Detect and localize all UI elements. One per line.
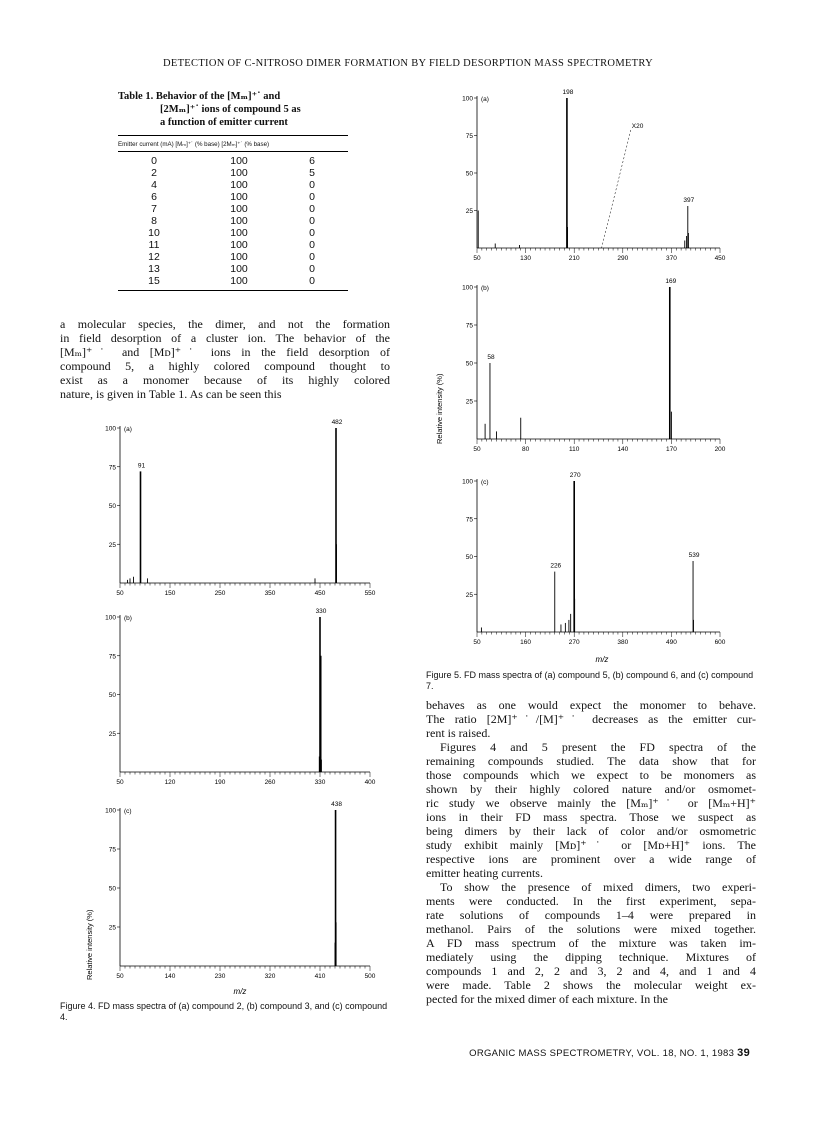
panel-label: (a)	[124, 426, 132, 433]
table-cell: 100	[230, 179, 248, 191]
table-cell: 100	[230, 155, 248, 167]
text-line: in field desorption of a cluster ion. The behavior of the	[60, 331, 390, 345]
y-tick-label: 75	[108, 846, 116, 854]
text-line: ric study we observe mainly the [Mₘ]⁺˙ or [Mₘ+H]⁺	[426, 796, 756, 810]
x-tick-label: 350	[264, 590, 276, 597]
x-tick-label: 130	[520, 255, 532, 262]
peak-label: 198	[562, 89, 574, 96]
y-tick-label: 25	[465, 591, 473, 599]
table-row	[118, 263, 348, 275]
x-tick-label: 290	[617, 255, 629, 262]
y-tick-label: 50	[465, 170, 473, 178]
text-line: exist as a monomer because of its highly colored	[60, 373, 390, 387]
peak-label: 482	[331, 419, 343, 426]
table-cell: 0	[309, 251, 315, 263]
y-tick-label: 100	[462, 478, 473, 486]
x20-annotation: X20	[631, 123, 644, 130]
x-tick-label: 170	[665, 446, 677, 453]
right-paragraph	[426, 698, 756, 1006]
figure-5	[430, 84, 760, 669]
table-cell: 0	[309, 239, 315, 251]
x-tick-label: 50	[116, 973, 124, 980]
x-tick-label: 370	[665, 255, 677, 262]
x-tick-label: 230	[214, 973, 226, 980]
table-cell: 6	[309, 155, 315, 167]
figure-4-caption: Figure 4. FD mass spectra of (a) compound 2, (b) compound 3, and (c) compound 4.	[60, 1001, 388, 1022]
fig5-panel-b	[462, 278, 726, 453]
y-tick-label: 75	[108, 653, 116, 661]
table-1	[118, 135, 348, 291]
peak-label: 91	[137, 462, 146, 470]
peak-label: 270	[569, 472, 581, 479]
table-header: Emitter current (mA) [Mₘ]⁺˙ (% base) [2Mₘ]⁺˙ (% base)	[118, 141, 270, 148]
table-cell: 10	[148, 227, 160, 239]
text-line: ments were conducted. In the first experiment, sepa-	[426, 894, 756, 908]
table-rule-top	[118, 135, 348, 136]
x-tick-label: 110	[569, 446, 580, 453]
x-tick-label: 50	[473, 255, 481, 262]
page-footer	[440, 1047, 750, 1059]
x-tick-label: 450	[314, 590, 326, 597]
fig5-xlabel: m/z	[595, 655, 609, 664]
table-cell: 100	[230, 191, 248, 203]
fig4-panel-b	[105, 608, 376, 786]
y-tick-label: 75	[465, 516, 473, 524]
table-cell: 100	[230, 167, 248, 179]
fig5-ylabel: Relative intensity (%)	[435, 373, 444, 444]
table-row	[118, 251, 348, 263]
peak-label: 539	[688, 552, 700, 560]
text-line: study exhibit mainly [Mᴅ]⁺˙ or [Mᴅ+H]⁺ ions. The	[426, 838, 756, 852]
x-tick-label: 410	[314, 973, 326, 980]
x-tick-label: 400	[364, 779, 376, 786]
table-cell: 5	[309, 167, 315, 179]
table-row	[118, 167, 348, 179]
y-tick-label: 50	[465, 554, 473, 561]
table-row	[118, 227, 348, 239]
y-tick-label: 25	[465, 398, 473, 406]
table-cell: 100	[230, 275, 248, 287]
table-caption-line1: Table 1. Behavior of the [Mₘ]⁺˙ and	[118, 91, 281, 102]
figure-5-caption: Figure 5. FD mass spectra of (a) compound 5, (b) compound 6, and (c) compound 7.	[426, 670, 754, 691]
text-line: [Mₘ]⁺˙ and [Mᴅ]⁺˙ ions in the field desorption of	[60, 345, 390, 359]
peak-label: 169	[665, 278, 677, 285]
peak-label: 438	[331, 801, 342, 808]
x-tick-label: 320	[264, 973, 276, 980]
x-tick-label: 210	[568, 255, 580, 262]
text-line: Figures 4 and 5 present the FD spectra of the	[440, 740, 756, 754]
running-head: DETECTION OF C-NITROSO DIMER FORMATION BY FIELD DESORPTION MASS SPECTROMETRY	[163, 58, 653, 69]
x-tick-label: 50	[116, 779, 124, 786]
text-line: methanol. Pairs of the solutions were mixed together.	[426, 922, 756, 936]
x-tick-label: 270	[568, 639, 580, 646]
y-tick-label: 100	[105, 425, 116, 433]
table-row	[118, 215, 348, 227]
peak-label: 226	[550, 562, 562, 570]
y-tick-label: 25	[108, 730, 116, 738]
fig4-panel-c	[105, 801, 376, 980]
text-line: rate solutions of compounds 1–4 were prepared in	[426, 908, 756, 922]
table-row	[118, 155, 348, 167]
table-caption	[118, 90, 348, 129]
table-cell: 0	[309, 275, 315, 287]
text-line: being dimers by their lack of color and/or osmometric	[426, 824, 756, 838]
y-tick-label: 50	[108, 503, 116, 510]
x20-dashed-line	[602, 130, 631, 248]
y-tick-label: 25	[108, 924, 116, 932]
x-tick-label: 550	[364, 590, 376, 597]
table-cell: 2	[151, 167, 157, 179]
table-cell: 100	[230, 203, 248, 215]
text-line: emitter heating currents.	[426, 866, 543, 880]
y-tick-label: 75	[465, 322, 473, 330]
table-cell: 100	[230, 227, 248, 239]
panel-label: (a)	[481, 96, 489, 103]
panel-label: (b)	[124, 615, 132, 622]
y-tick-label: 50	[465, 360, 473, 368]
panel-label: (c)	[481, 479, 489, 486]
table-row	[118, 239, 348, 251]
y-tick-label: 25	[465, 208, 473, 215]
table-cell: 100	[230, 263, 248, 275]
x-tick-label: 260	[264, 779, 276, 786]
y-tick-label: 75	[465, 133, 473, 140]
x-tick-label: 140	[617, 446, 629, 453]
x-tick-label: 50	[473, 446, 481, 453]
footer-journal: ORGANIC MASS SPECTROMETRY, VOL. 18, NO. 1, 1983	[469, 1048, 735, 1059]
table-cell: 6	[151, 191, 157, 203]
table-cell: 12	[148, 251, 160, 263]
table-cell: 4	[151, 179, 157, 191]
text-line: rent is raised.	[426, 726, 491, 740]
y-tick-label: 100	[462, 95, 473, 103]
table-rule-bottom	[118, 290, 348, 291]
table-row	[118, 179, 348, 191]
table-cell: 100	[230, 215, 248, 227]
text-line: those compounds which we expect to be monomers as	[426, 768, 756, 782]
table-body	[118, 155, 348, 287]
table-cell: 11	[148, 239, 160, 251]
x-tick-label: 250	[214, 590, 226, 597]
table-cell: 100	[230, 239, 248, 251]
table-cell: 0	[309, 179, 315, 191]
text-line: behaves as one would expect the monomer to behave.	[426, 698, 756, 712]
page-number: 39	[737, 1047, 750, 1059]
x-tick-label: 50	[116, 590, 124, 597]
table-cell: 0	[309, 191, 315, 203]
text-line: To show the presence of mixed dimers, two experi-	[440, 880, 756, 894]
table-cell: 100	[230, 251, 248, 263]
table-cell: 15	[148, 275, 160, 287]
x-tick-label: 190	[214, 779, 226, 786]
peak-label: 330	[315, 608, 327, 615]
text-line: pected for the mixed dimer of each mixture. In the	[426, 992, 668, 1006]
table-cell: 0	[309, 215, 315, 227]
table-row	[118, 203, 348, 215]
text-line: remaining compounds studied. The data show that for	[426, 754, 756, 768]
x-tick-label: 450	[714, 255, 726, 262]
text-line: were made. Table 2 shows the molecular weight ex-	[426, 978, 756, 992]
text-line: nature, is given in Table 1. As can be seen this	[60, 387, 282, 401]
peak-label: 58	[487, 354, 495, 361]
x-tick-label: 150	[164, 590, 176, 597]
text-line: respective ions are prominent over a wide range of	[426, 852, 756, 866]
x-tick-label: 600	[714, 639, 726, 646]
figure-4	[80, 410, 400, 1000]
table-rule-mid	[118, 151, 348, 152]
text-line: shown by their highly colored nature and/or osmomet-	[426, 782, 756, 796]
fig4-ylabel: Relative intensity (%)	[85, 909, 94, 980]
table-cell: 0	[309, 227, 315, 239]
text-line: The ratio [2M]⁺˙/[M]⁺˙ decreases as the emitter cur-	[426, 712, 756, 726]
y-tick-label: 100	[105, 807, 116, 815]
table-cell: 8	[151, 215, 157, 227]
peak-label: 397	[683, 197, 695, 204]
text-line: compounds 1 and 2, 2 and 3, 2 and 4, and 1 and 4	[426, 964, 756, 978]
table-cell: 13	[148, 263, 160, 275]
table-cell: 7	[151, 203, 157, 215]
text-line: mediately using the dipping technique. Mixtures of	[426, 950, 756, 964]
fig4-panel-a	[105, 419, 376, 597]
table-cell: 0	[309, 203, 315, 215]
fig5-panel-c	[462, 472, 726, 646]
x-tick-label: 490	[665, 639, 677, 646]
text-line: A FD mass spectrum of the mixture was taken im-	[426, 936, 756, 950]
x-tick-label: 50	[473, 639, 481, 646]
y-tick-label: 50	[108, 692, 116, 699]
left-paragraph	[60, 317, 390, 401]
x-tick-label: 160	[520, 639, 532, 646]
x-tick-label: 200	[714, 446, 726, 453]
y-tick-label: 50	[108, 885, 116, 893]
y-tick-label: 100	[105, 614, 116, 622]
y-tick-label: 25	[108, 541, 116, 549]
y-tick-label: 75	[108, 464, 116, 472]
x-tick-label: 80	[521, 446, 530, 453]
x-tick-label: 500	[364, 973, 376, 980]
text-line: ions in their FD mass spectra. Those we suspect as	[426, 810, 756, 824]
panel-label: (c)	[124, 808, 132, 815]
table-row	[118, 191, 348, 203]
table-cell: 0	[151, 155, 157, 167]
x-tick-label: 120	[164, 779, 176, 786]
text-line: compound 5, a highly colored compound thought to	[60, 359, 390, 373]
table-row	[118, 275, 348, 287]
x-tick-label: 380	[617, 639, 629, 646]
fig5-panel-a	[462, 89, 726, 262]
x-tick-label: 330	[314, 779, 326, 786]
fig4-xlabel: m/z	[233, 987, 247, 996]
table-caption-line3: a function of emitter current	[160, 117, 288, 128]
table-caption-line2: [2Mₘ]⁺˙ ions of compound 5 as	[160, 104, 301, 115]
panel-label: (b)	[481, 285, 489, 292]
x-tick-label: 140	[164, 973, 176, 980]
y-tick-label: 100	[462, 284, 473, 292]
text-line: a molecular species, the dimer, and not the formation	[60, 317, 390, 331]
table-cell: 0	[309, 263, 315, 275]
